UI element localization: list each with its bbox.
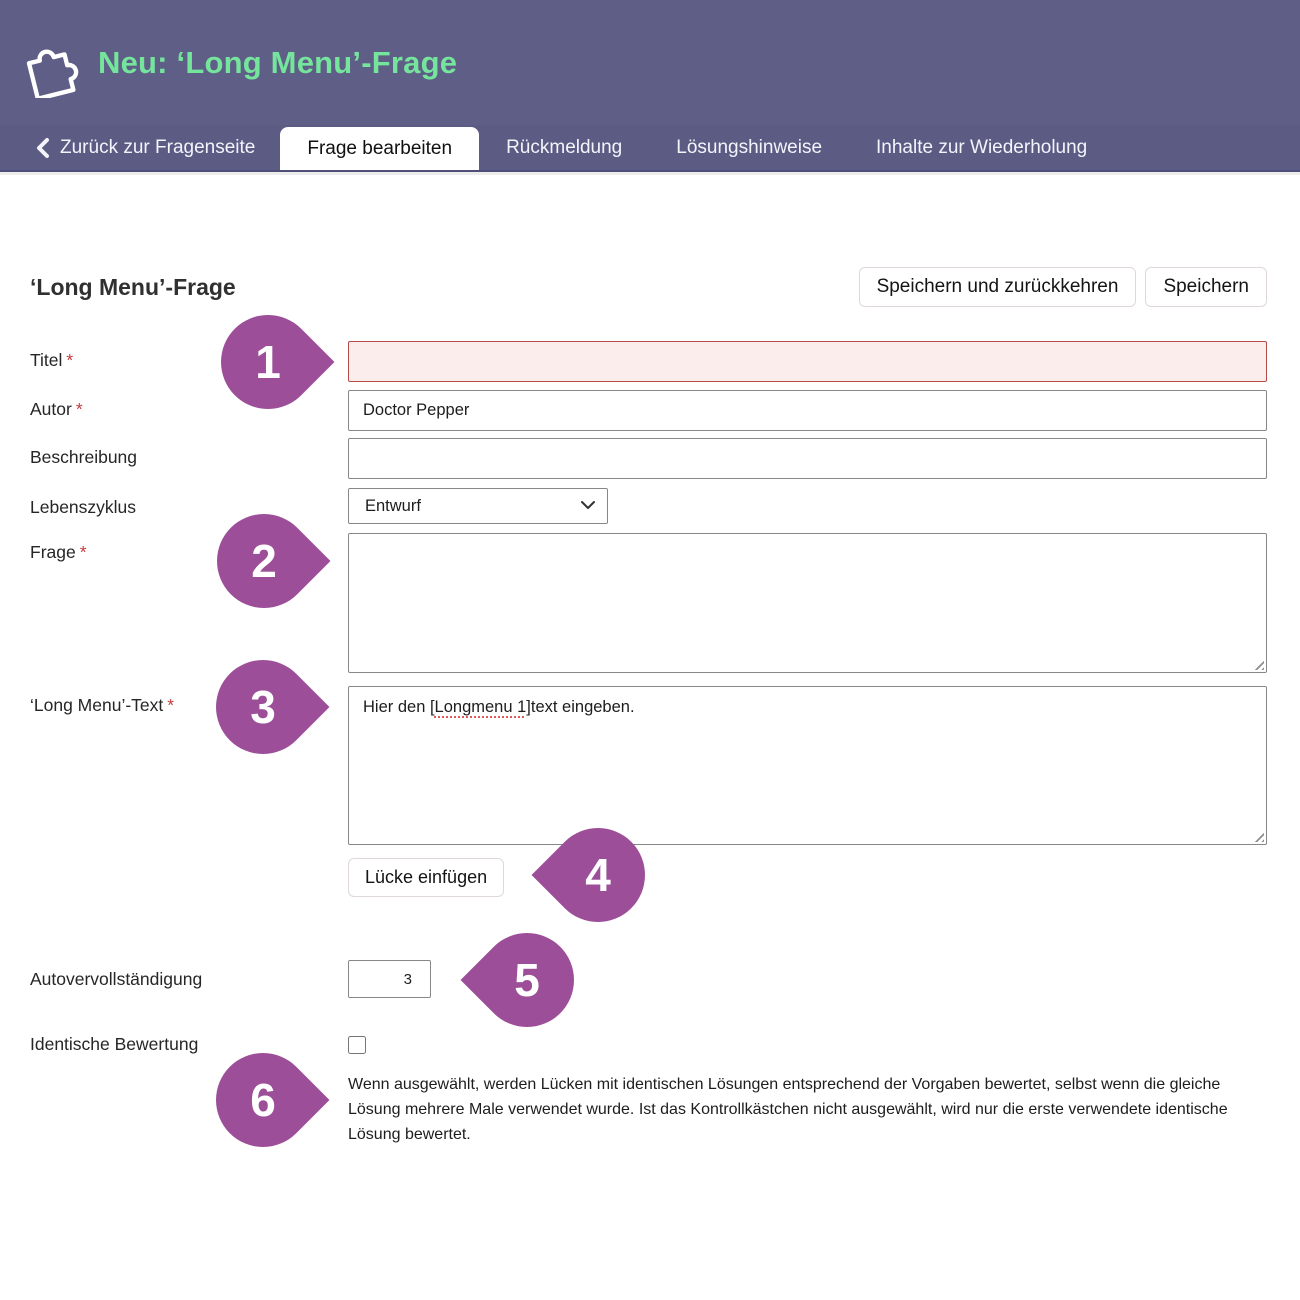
lebenszyklus-select[interactable] [348, 488, 608, 524]
required-asterisk: * [167, 695, 175, 715]
resize-grip-icon[interactable] [1251, 657, 1264, 670]
tab-label: Inhalte zur Wiederholung [876, 136, 1088, 158]
beschreibung-input[interactable] [348, 438, 1267, 479]
identische-bewertung-label: Identische Bewertung [30, 1034, 199, 1054]
tab-frage-bearbeiten[interactable] [280, 127, 479, 170]
tabbar-divider [0, 172, 1300, 175]
titel-input[interactable] [348, 341, 1267, 382]
required-asterisk: * [75, 399, 83, 419]
frage-label: Frage * [30, 542, 87, 562]
callout-marker-4: 4 [551, 828, 645, 922]
autor-input[interactable] [348, 390, 1267, 431]
titel-label: Titel * [30, 350, 74, 370]
beschreibung-label: Beschreibung [30, 447, 138, 467]
callout-marker-5: 5 [480, 933, 574, 1027]
tab-label: Frage bearbeiten [307, 137, 453, 159]
tab-label: Rückmeldung [506, 136, 623, 158]
page-title: Neu: ‘Long Menu’-Frage [98, 44, 458, 80]
save-and-return-button[interactable]: Speichern und zurückkehren [859, 267, 1137, 307]
identische-bewertung-checkbox[interactable] [348, 1036, 366, 1054]
identische-bewertung-help-text: Wenn ausgewählt, werden Lücken mit identischen Lösungen entsprechend der Vorgaben bewertet, selbst wenn die gleiche Lösung mehrere Male verwendet wurde. Ist das Kontrollkästchen nicht ausgewählt, wird nur die erste verwendete identische Lösung bewertet. [348, 1076, 1228, 1144]
required-asterisk: * [66, 350, 74, 370]
autovervollstaendigung-label: Autovervollständigung [30, 969, 203, 989]
tab-inhalte-zur-wiederholung[interactable] [849, 125, 1114, 170]
form-title: ‘Long Menu’-Frage [30, 273, 236, 300]
callout-marker-2: 2 [217, 514, 311, 608]
tab-bar [0, 125, 1300, 172]
longmenu-text-textarea[interactable]: Hier den [Longmenu 1]text eingeben. [348, 686, 1267, 845]
lebenszyklus-label: Lebenszyklus [30, 497, 137, 517]
main-content [0, 265, 1300, 1147]
callout-marker-6: 6 [216, 1053, 310, 1147]
required-asterisk: * [79, 542, 87, 562]
spellcheck-underline: Longmenu 1 [434, 698, 527, 716]
chevron-left-icon [35, 136, 51, 160]
tab-label: Lösungshinweise [676, 136, 823, 158]
page-header [0, 0, 1300, 125]
longmenu-text-label: ‘Long Menu’-Text * [30, 695, 175, 715]
autovervollstaendigung-input[interactable] [348, 960, 431, 998]
back-link-label: Zurück zur Fragenseite [60, 136, 256, 158]
insert-gap-button[interactable]: Lücke einfügen [348, 858, 504, 897]
save-button[interactable]: Speichern [1145, 267, 1267, 307]
puzzle-icon [16, 28, 86, 98]
callout-marker-1: 1 [221, 315, 315, 409]
tab-loesungshinweise[interactable] [649, 125, 849, 170]
autor-label: Autor * [30, 399, 83, 419]
back-to-question-page-link[interactable] [0, 125, 280, 170]
resize-grip-icon[interactable] [1251, 829, 1264, 842]
frage-textarea[interactable] [348, 533, 1267, 673]
tab-rueckmeldung[interactable] [479, 125, 649, 170]
callout-marker-3: 3 [216, 660, 310, 754]
